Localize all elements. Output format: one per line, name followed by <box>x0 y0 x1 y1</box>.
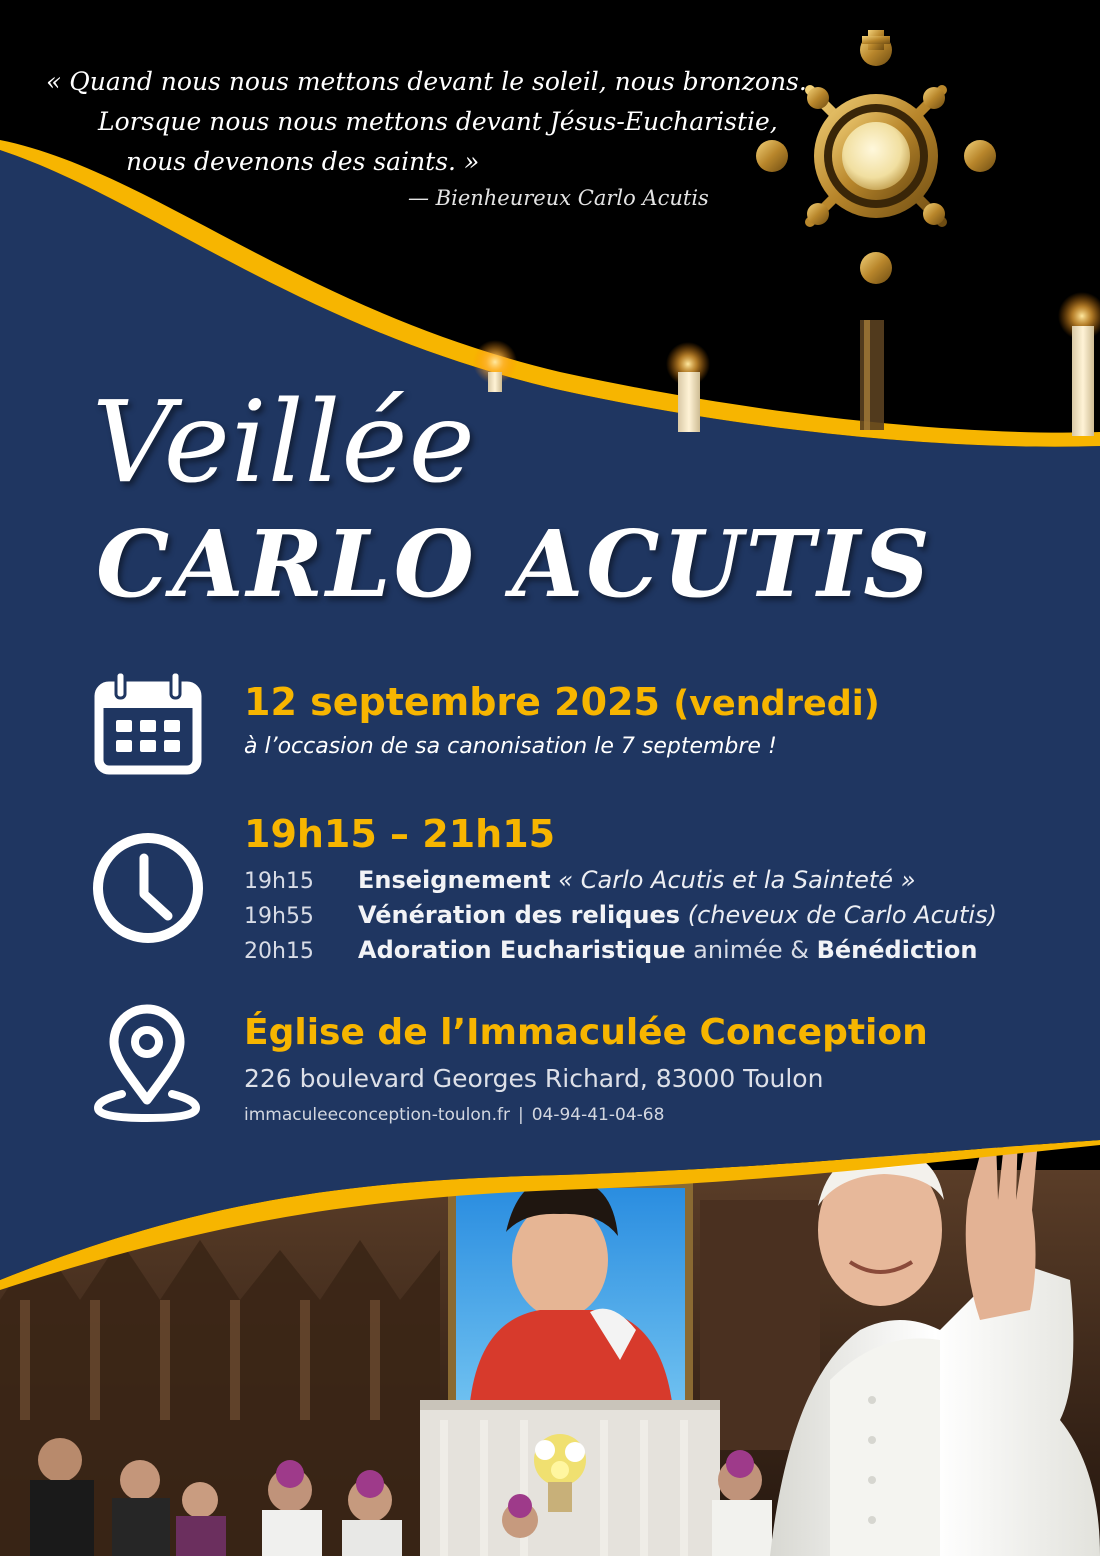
quote-line-2: Lorsque nous nous mettons devant Jésus-Eucharistie, <box>98 107 778 136</box>
event-date-value: 12 septembre 2025 <box>244 680 660 724</box>
schedule-row <box>244 936 997 971</box>
quote <box>0 62 807 182</box>
clock-icon <box>90 830 206 946</box>
contact-separator: | <box>517 1105 524 1125</box>
church-contact <box>244 1105 664 1125</box>
title-veillee: Veillée <box>92 378 476 508</box>
schedule-row <box>244 866 997 901</box>
schedule-row <box>244 901 997 936</box>
event-occasion: à l’occasion de sa canonisation le 7 septembre ! <box>244 734 777 759</box>
event-weekday: (vendredi) <box>673 684 880 724</box>
schedule-time: 20h15 <box>244 939 314 964</box>
schedule-activity: Vénération des reliques <box>358 901 681 929</box>
schedule-activity: Enseignement <box>358 866 551 894</box>
event-date <box>244 680 880 724</box>
schedule <box>244 866 997 971</box>
church-name: Église de l’Immaculée Conception <box>244 1012 928 1053</box>
church-phone-link[interactable]: 04-94-41-04-68 <box>531 1105 665 1125</box>
schedule-detail: « Carlo Acutis et la Sainteté » <box>558 866 916 894</box>
schedule-activity-2: Bénédiction <box>816 936 978 964</box>
church-website-link[interactable]: immaculeeconception-toulon.fr <box>244 1105 510 1125</box>
schedule-connector: animée & <box>693 936 809 964</box>
quote-author: — Bienheureux Carlo Acutis <box>408 186 709 210</box>
church-address: 226 boulevard Georges Richard, 83000 Toulon <box>244 1064 824 1093</box>
schedule-detail: (cheveux de Carlo Acutis) <box>687 901 997 929</box>
location-pin-icon <box>92 1004 202 1124</box>
quote-line-1: « Quand nous nous mettons devant le soleil, nous bronzons. <box>46 67 807 96</box>
schedule-activity: Adoration Eucharistique <box>358 936 686 964</box>
event-time-range: 19h15 – 21h15 <box>244 812 556 856</box>
schedule-time: 19h15 <box>244 869 314 894</box>
title-carlo-acutis: CARLO ACUTIS <box>96 510 933 618</box>
calendar-icon <box>94 668 202 776</box>
schedule-time: 19h55 <box>244 904 314 929</box>
quote-line-3: nous devenons des saints. » <box>126 147 480 176</box>
